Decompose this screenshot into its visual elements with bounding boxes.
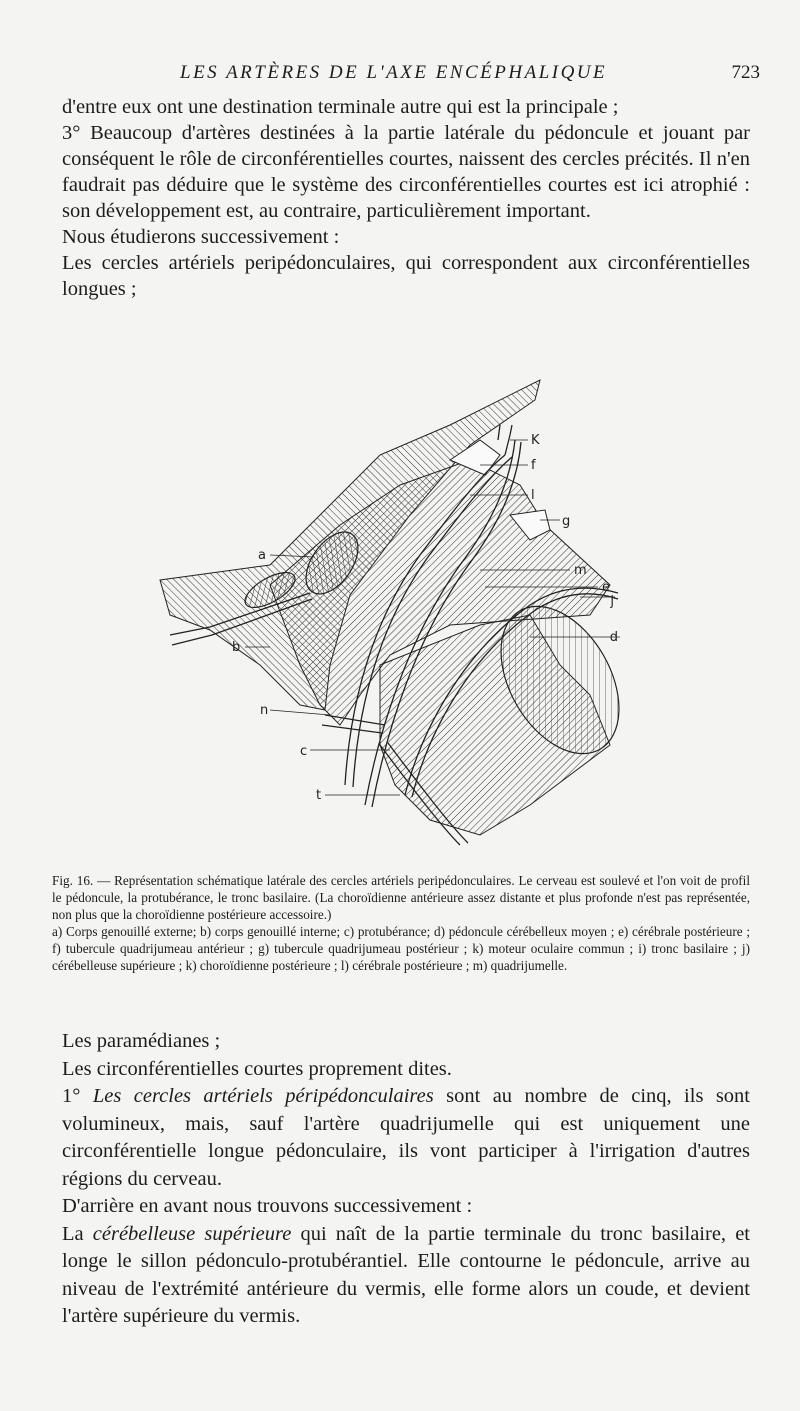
figure-label: Fig. 16. bbox=[52, 873, 94, 888]
label-g: g bbox=[562, 514, 571, 529]
paragraph: d'entre eux ont une destination terminale autre qui est la principale ; bbox=[62, 96, 619, 118]
body-text-bottom bbox=[62, 1028, 750, 1331]
label-d: d bbox=[609, 630, 618, 645]
label-t: t bbox=[316, 788, 322, 803]
running-header bbox=[60, 60, 760, 90]
paragraph: D'arrière en avant nous trouvons successivement : bbox=[62, 1195, 473, 1217]
paragraph: 3° Beaucoup d'artères destinées à la partie latérale du pédoncule et jouant par conséquent le rôle de circonférentielles courtes, naissent des cercles précités. Il n'en faudrait pas déduire que le système des circonférentielles courtes est ici atrophié : son développement est, au contraire, particulièrement important. bbox=[62, 122, 750, 222]
label-c: c bbox=[300, 744, 308, 759]
label-k: K bbox=[531, 433, 540, 448]
paragraph-text: sont au nombre de cinq, ils sont volumineux, mais, sauf l'artère quadrijumelle qui est uniquement une circonférentielle longue pédonculaire, ils vont participer à l'irrigation d'autres régions du cerveau. bbox=[62, 1085, 750, 1190]
paragraph-text: La bbox=[62, 1222, 84, 1245]
label-a: a bbox=[258, 548, 266, 563]
paragraph: Les cercles artériels peripédonculaires, qui correspondent aux circonférentielles longues ; bbox=[62, 252, 750, 300]
page-number: 723 bbox=[731, 62, 760, 83]
anatomical-diagram bbox=[150, 365, 620, 855]
label-l: l bbox=[531, 488, 535, 503]
label-e: e bbox=[602, 580, 610, 595]
label-j: j bbox=[610, 594, 614, 609]
figure-caption bbox=[52, 872, 750, 974]
label-m: m bbox=[574, 563, 587, 578]
body-text-top bbox=[62, 94, 750, 302]
figure-16 bbox=[150, 365, 620, 855]
paragraph-text: qui naît de la partie terminale du tronc basilaire, et longe le sillon pédonculo-protubérantiel. Elle contourne le pédoncule, arrive au niveau de l'extrémité antérieure du vermis, elle forme alors un coude, et devient l'artère supérieure du vermis. bbox=[62, 1222, 750, 1327]
label-f: f bbox=[531, 458, 536, 473]
paragraph: Les circonférentielles courtes proprement dites. bbox=[62, 1057, 452, 1080]
running-title: LES ARTÈRES DE L'AXE ENCÉPHALIQUE bbox=[180, 62, 608, 83]
paragraph: Nous étudierons successivement : bbox=[62, 226, 340, 248]
label-b: b bbox=[232, 640, 241, 655]
caption-text: — Représentation schématique latérale des cercles artériels peripédonculaires. Le cerveau est soulevé et l'on voit de profil le pédoncule, la protubérance, le tronc basilaire. (La choroïdienne antérieure assez distante et plus profonde n'est pas représentée, non plus que la choroïdienne postérieure accessoire.) bbox=[52, 873, 751, 922]
italic-term: cérébelleuse supérieure bbox=[92, 1222, 292, 1245]
paragraph: Les paramédianes ; bbox=[62, 1030, 221, 1052]
paragraph bbox=[62, 1083, 750, 1193]
paragraph bbox=[62, 1221, 750, 1331]
label-n: n bbox=[260, 703, 269, 718]
italic-term: Les cercles artériels péripédonculaires bbox=[92, 1085, 434, 1107]
list-number: 1° bbox=[62, 1085, 81, 1107]
caption-legend: a) Corps genouillé externe; b) corps genouillé interne; c) protubérance; d) pédoncule cérébelleux moyen ; e) cérébrale postérieure ; f) tubercule quadrijumeau antérieur ; g) tubercule quadrijumeau postérieur ; k) moteur oculaire commun ; i) tronc basilaire ; j) cérébelleuse supérieure ; k) choroïdienne postérieure ; l) cérébrale postérieure ; m) quadrijumelle. bbox=[52, 924, 750, 973]
